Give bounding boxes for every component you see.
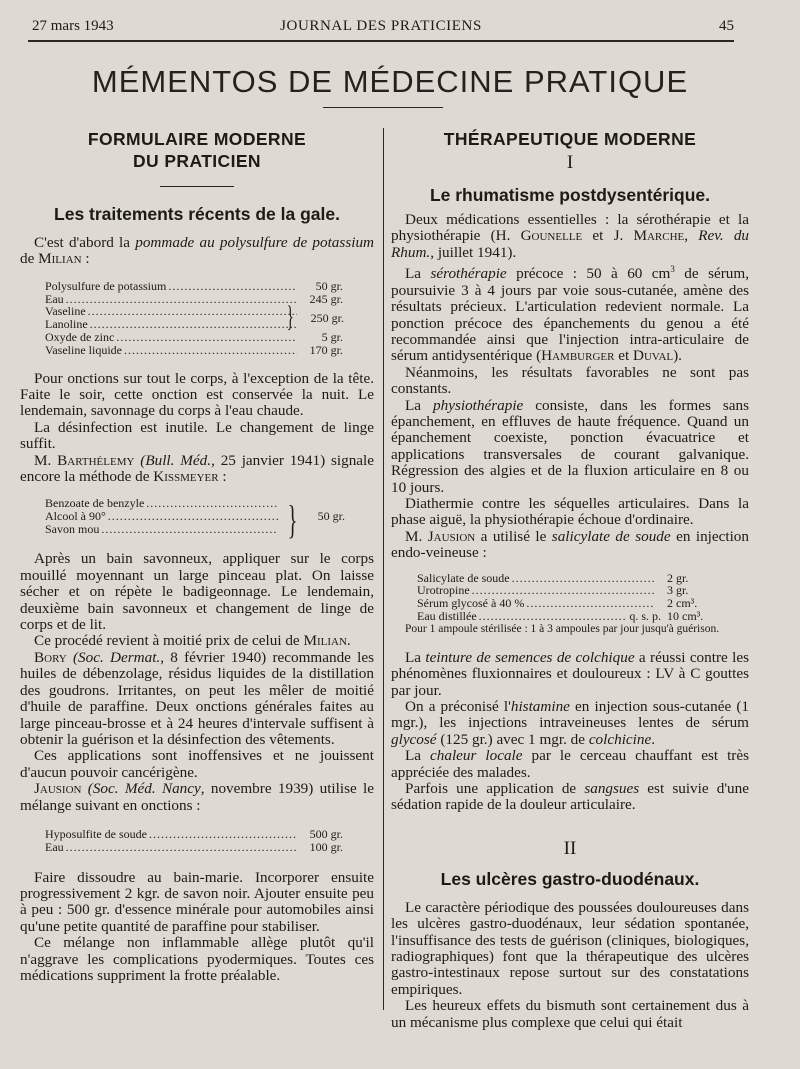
left-paragraph: Ces applications sont inoffensives et ne jouissent d'aucun pouvoir cancérigène. [20,747,374,781]
formula-brace-qty: 250 gr. [310,310,344,325]
formula-row: Eau ..... 100 gr. [45,841,343,854]
left-paragraph: Après un bain savonneux, appliquer sur le corps mouillé moyennant un large pinceau plat. On laisse sécher et on répète le badigeonnage. Le lendemain, deuxième bain savonneux et changement de linge de corps et de lit. [20,550,374,634]
left-paragraph: La désinfection est inutile. Le changement de linge suffit. [20,418,374,453]
left-paragraph: Ce procédé revient à moitié prix de celui de Milian. [34,632,351,650]
right-paragraph: La physiothérapie consiste, dans les formes sans épanchement, en effluves de haute fréquence. Quand un épanchement coexiste, ponction évacuatrice et applications transversales de courant galvanique. Régression des algies et de la fluxion articulaire en 8 ou 10 jours. [391,396,749,496]
header-date: 27 mars 1943 [32,18,114,34]
left-paragraph: Faire dissoudre au bain-marie. Incorporer ensuite progressivement 2 kgr. de savon noir. Ajouter ensuite peu à peu : 500 gr. d'essence minérale pour automobiles ainsi qu'une petite quantité de paraffine pour stabiliser. [20,868,374,935]
page-title: MÉMENTOS DE MÉDECINE PRATIQUE [91,64,689,99]
formula-brace: } [286,299,294,333]
left-paragraph: Bory (Soc. Dermat., 8 février 1940) recommande les huiles de débenzolage, résidus liquides de la distillation des goudrons. Irritantes, on peut les mêler de moitié d'huile de paraffine. Deux onctions générales faites au large pinceau-brosse et à 24 heures d'intervale suffisent à obtenir la guérison et la désinfection des vêtements. [20,648,375,748]
header-journal-name: JOURNAL DES PRATICIENS [280,18,482,34]
formula-row: Hyposulfite de soude ..... 500 gr. [45,828,343,841]
formula-row: Sérum glycosé à 40 % ..... 2 cm³. [417,597,717,610]
formula-row: Salicylate de soude ..... 2 gr. [417,572,717,585]
left-intro-paragraph: C'est d'abord la pommade au polysulfure de potassium de Milian : [20,234,375,268]
right-section-title: THÉRAPEUTIQUE MODERNE [443,129,697,149]
formula-note: Pour 1 ampoule stérilisée : 1 à 3 ampoules par jour jusqu'à guérison. [405,622,720,635]
formula-hyposulfite [45,828,343,854]
formula-row: Oxyde de zinc ..... 5 gr. [45,331,343,344]
header-page-number: 45 [719,18,734,34]
left-paragraph: Pour onctions sur tout le corps, à l'exception de la tête. Faite le soir, cette onction est conservée la nuit. Le lendemain, savonnage du corps à l'eau chaude. [20,369,374,420]
right-paragraph: Les heureux effets du bismuth sont certainement dus à un mécanisme plus complexe que celui qui était [391,997,749,1031]
formula-salicylate [417,572,717,623]
left-paragraph: M. Barthélemy (Bull. Méd., 25 janvier 1941) signale encore la méthode de Kissmeyer : [20,451,374,486]
formula-row: Eau ..... 245 gr. [45,293,343,306]
right-paragraph: Le caractère périodique des poussées douloureuses dans les ulcères gastro-duodénaux, leur sédation spontanée, l'insuffisance des tests de guérison (cliniques, biologiques, radiographiques) font que la thérapeutique des ulcères gastro-intestinaux repose surtout sur des constatations empiriques. [391,898,749,998]
formula-row: Vaseline ..... [45,305,343,318]
left-section-title [20,128,374,172]
left-column [20,128,374,984]
formula-row: Urotropine ..... 3 gr. [417,584,717,597]
formula-brace-qty: 50 gr. [317,509,345,524]
left-section-title-line2: DU PRATICIEN [133,151,261,171]
right-paragraph: On a préconisé l'histamine en injection sous-cutanée (1 mgr.), les injections intraveineuses lentes de sérum glycosé (125 gr.) avec 1 mgr. de colchicine. [391,698,749,748]
right-paragraph: M. Jausion a utilisé le salicylate de soude en injection endo-veineuse : [391,527,749,562]
formula-row: Eau distillée ..... q. s. p. 10 cm³. [417,610,717,623]
right-column [391,128,749,1031]
right-paragraph: La chaleur locale par le cerceau chauffant est très appréciée des malades. [391,747,749,781]
left-subtitle: Les traitements récents de la gale. [54,204,340,224]
left-section-rule [160,186,234,187]
formula-row: Savon mou ..... [45,523,280,536]
formula-brace: } [287,497,298,543]
right-subtitle-1: Le rhumatisme postdysentérique. [429,185,711,205]
left-paragraph: Ce mélange non inflammable allège plutôt qu'il n'aggrave les complications pyodermiques. Toutes ces médications suppriment la frotte préalable. [20,934,374,984]
column-divider [383,128,384,1010]
left-section-title-line1: FORMULAIRE MODERNE [87,129,307,149]
right-paragraph: Parfois une application de sangsues est suivie d'une sédation rapide de la douleur articulaire. [391,780,749,814]
right-subtitle-2: Les ulcères gastro-duodénaux. [440,868,700,889]
title-rule [323,107,443,108]
left-paragraph: Jausion (Soc. Méd. Nancy, novembre 1939) utilise le mélange suivant en onctions : [20,780,374,814]
formula-row: Lanoline ..... [45,318,343,331]
formula-row: Polysulfure de potassium ..... 50 gr. [45,280,343,293]
formula-polysulfure [45,280,343,357]
right-paragraph: Deux médications essentielles : la sérothérapie et la physiothérapie (H. Gounelle et J. Marche, Rev. du Rhum., juillet 1941). [391,211,750,261]
right-paragraph: La sérothérapie précoce : 50 à 60 $cm^3$ de sérum, poursuivie 3 à 4 jours par voie sous-cutanée, amène des résultats précieux. L'articulation redevient normale. La ponction précoce des épanchements du genou a été recommandée ainsi que l'injection intra-articulaire de sérum antidysentérique (Hamburger et Duval). [391,264,749,365]
right-paragraph: La teinture de semences de colchique a réussi contre les phénomènes fluxionnaires et douloureux : LV à C gouttes par jour. [391,648,749,699]
right-paragraph: Néanmoins, les résultats favorables ne sont pas constants. [391,363,749,398]
formula-row: Alcool à 90° ..... [45,510,280,523]
formula-row: Benzoate de benzyle ..... [45,497,280,510]
formula-row: Vaseline liquide ..... 170 gr. [45,344,343,357]
running-header [28,14,734,42]
right-paragraph: Diathermie contre les séquelles articulaires. Dans la phase aiguë, la physiothérapie échoue d'ordinaire. [391,494,749,529]
formula-kissmeyer [45,496,345,543]
section-number-1: I [566,152,574,173]
section-number-2: II [563,837,577,859]
